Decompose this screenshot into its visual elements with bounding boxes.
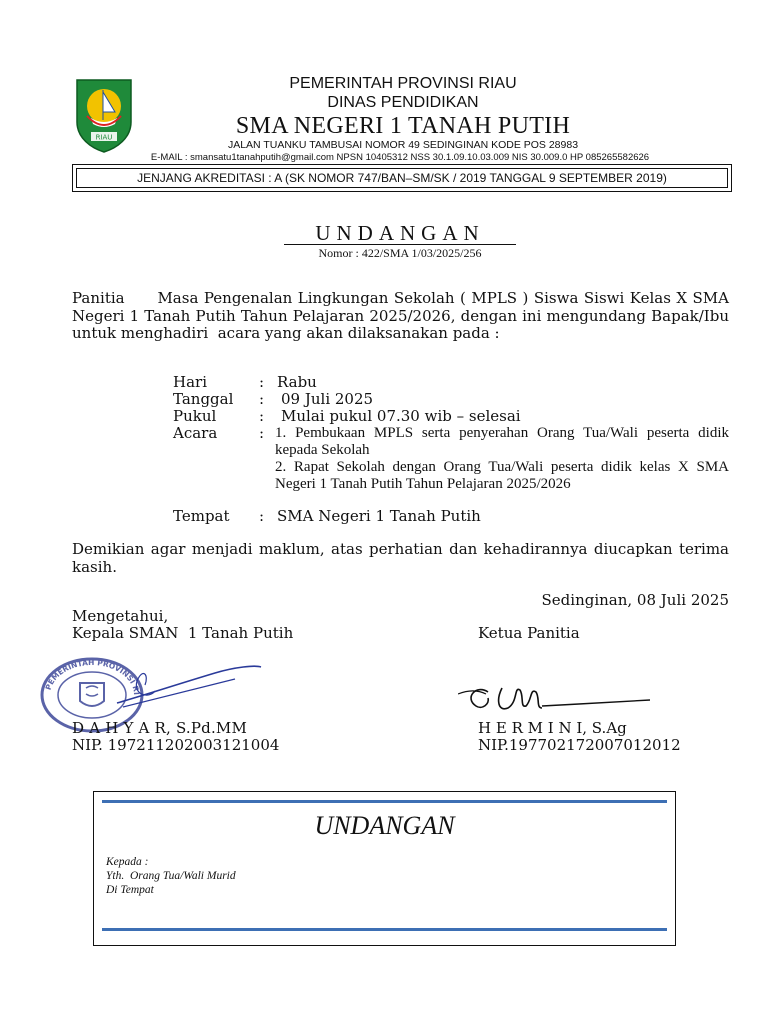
envelope-title: UNDANGAN <box>314 811 455 840</box>
place-date: Sedinginan, 08 Juli 2025 <box>541 591 729 609</box>
detail-value: Rabu <box>277 373 317 391</box>
detail-hari <box>173 374 317 391</box>
title-underline <box>284 244 516 245</box>
detail-acara <box>173 425 277 442</box>
department-name: DINAS PENDIDIKAN <box>327 94 479 111</box>
chair-name: H E R M I N I, S.Ag <box>478 719 627 737</box>
detail-colon: : <box>259 373 265 391</box>
detail-label: Tanggal <box>173 390 234 408</box>
acknowledged-heading: Mengetahui, <box>72 607 169 625</box>
detail-label: Tempat <box>173 507 230 525</box>
detail-pukul <box>173 408 521 425</box>
detail-label: Acara <box>173 424 218 442</box>
school-name: SMA NEGERI 1 TANAH PUTIH <box>235 113 571 139</box>
logo-text: RIAU <box>95 133 113 142</box>
detail-colon: : <box>259 424 265 442</box>
detail-value: SMA Negeri 1 Tanah Putih <box>277 507 481 525</box>
accreditation-box <box>72 164 732 192</box>
government-name: PEMERINTAH PROVINSI RIAU <box>289 75 517 92</box>
envelope-recipient: Yth. Orang Tua/Wali Murid <box>106 870 236 882</box>
letter-number: Nomor : 422/SMA 1/03/2025/256 <box>318 246 482 260</box>
envelope-kepada: Kepada : <box>106 856 149 868</box>
envelope-place: Di Tempat <box>106 884 154 896</box>
detail-label: Pukul <box>173 407 217 425</box>
detail-value: Mulai pukul 07.30 wib – selesai <box>281 407 521 425</box>
envelope-bottom-rule <box>102 928 667 931</box>
accreditation-text: JENJANG AKREDITASI : A (SK NOMOR 747/BAN–SM/SK / 2019 TANGGAL 9 SEPTEMBER 2019) <box>76 168 728 188</box>
letter-title: UNDANGAN <box>315 221 485 245</box>
school-contact: E-MAIL : smansatu1tanahputih@gmail.com NPSN 10405312 NSS 30.1.09.10.03.009 NIS 30.009.0 HP 085265582626 <box>150 152 650 163</box>
detail-value: 09 Juli 2025 <box>281 390 374 408</box>
stamp-text: PEMERINTAH PROVINSI RI <box>43 657 142 696</box>
detail-tempat <box>173 508 481 525</box>
principal-signature <box>115 655 265 720</box>
principal-nip: NIP. 197211202003121004 <box>72 736 280 754</box>
chair-nip: NIP.197702172007012012 <box>478 736 681 754</box>
principal-name: D A H Y A R, S.Pd.MM <box>72 719 248 737</box>
detail-label: Hari <box>173 373 207 391</box>
detail-colon: : <box>259 390 265 408</box>
detail-tanggal <box>173 391 373 408</box>
committee-chair-heading: Ketua Panitia <box>478 624 580 642</box>
detail-colon: : <box>259 507 265 525</box>
school-address: JALAN TUANKU TAMBUSAI NOMOR 49 SEDINGINAN KODE POS 28983 <box>227 139 579 151</box>
detail-colon: : <box>259 407 265 425</box>
closing-paragraph: Demikian agar menjadi maklum, atas perhatian dan kehadirannya diucapkan terima kasih. <box>72 540 729 576</box>
acara-item-2: 2. Rapat Sekolah dengan Orang Tua/Wali peserta didik kelas X SMA Negeri 1 Tanah Putih Tahun Pelajaran 2025/2026 <box>275 459 729 492</box>
envelope-label <box>93 791 676 946</box>
envelope-top-rule <box>102 800 667 803</box>
intro-paragraph: Panitia Masa Pengenalan Lingkungan Sekolah ( MPLS ) Siswa Siswi Kelas X SMA Negeri 1 Tanah Putih Tahun Pelajaran 2025/2026, dengan ini mengundang Bapak/Ibu untuk menghadiri acara yang akan dilaksanakan pada : <box>72 289 729 342</box>
acara-item-1: 1. Pembukaan MPLS serta penyerahan Orang Tua/Wali peserta didik kepada Sekolah <box>275 425 729 458</box>
chair-signature <box>458 678 653 718</box>
principal-heading: Kepala SMAN 1 Tanah Putih <box>72 624 294 642</box>
acara-items <box>275 425 729 493</box>
